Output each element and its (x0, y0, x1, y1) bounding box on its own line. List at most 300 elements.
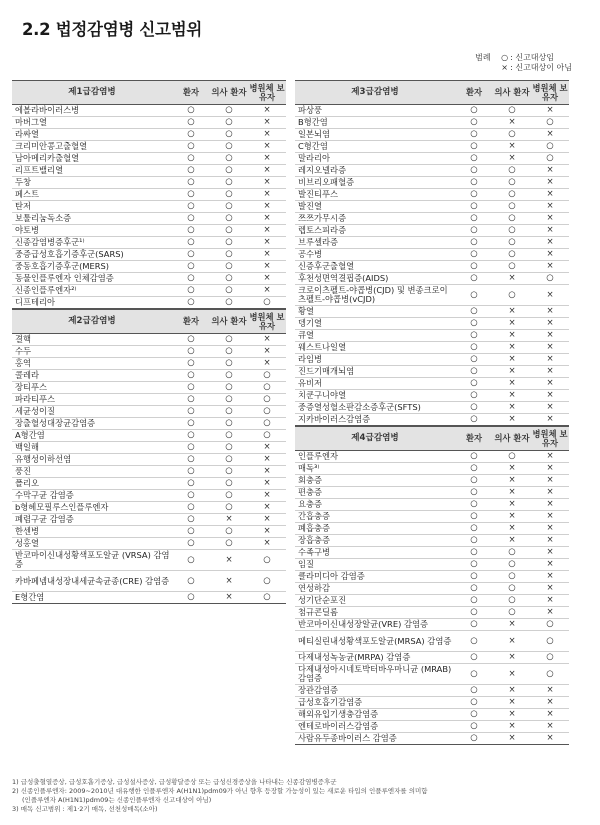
carrier-cell: × (531, 559, 569, 571)
table-row (295, 571, 569, 583)
patient-cell: ○ (172, 502, 210, 514)
disease-name: 유행성이하선염 (12, 454, 172, 466)
table-row (12, 592, 286, 604)
carrier-cell: × (531, 201, 569, 213)
carrier-cell: ○ (248, 592, 286, 604)
table-row (12, 406, 286, 418)
disease-name: 메티실린내성황색포도알균(MRSA) 감염증 (295, 631, 455, 652)
disease-name: 신증후군출혈열 (295, 261, 455, 273)
disease-name: 성기단순포진 (295, 595, 455, 607)
carrier-cell: × (531, 571, 569, 583)
disease-name: C형간염 (295, 141, 455, 153)
suspect-cell: ○ (210, 201, 248, 213)
carrier-cell: × (531, 129, 569, 141)
patient-cell: ○ (172, 430, 210, 442)
disease-name: 카바페넴내성장내세균속균종(CRE) 감염증 (12, 571, 172, 592)
table-row (295, 511, 569, 523)
patient-cell: ○ (172, 297, 210, 309)
carrier-cell: × (248, 442, 286, 454)
carrier-cell: × (248, 334, 286, 346)
table-row (295, 165, 569, 177)
disease-name: 클라미디아 감염증 (295, 571, 455, 583)
patient-cell: ○ (455, 535, 493, 547)
footnote: 3) 매독 신고범위 : 제1·2기 매독, 선천성매독(소아) (12, 805, 158, 813)
patient-cell: ○ (455, 105, 493, 117)
legend-text: : 신고대상임 (510, 53, 554, 62)
table-row (295, 330, 569, 342)
carrier-cell: × (531, 285, 569, 306)
carrier-cell: × (531, 414, 569, 426)
patient-cell: ○ (455, 153, 493, 165)
carrier-cell: ○ (248, 406, 286, 418)
patient-cell: ○ (172, 334, 210, 346)
disease-name: 폐렴구균 감염증 (12, 514, 172, 526)
table-row (295, 631, 569, 652)
table-row (295, 306, 569, 318)
carrier-cell: × (531, 685, 569, 697)
disease-name: 중증열성혈소판감소증후군(SFTS) (295, 402, 455, 414)
table-row (295, 141, 569, 153)
suspect-cell: ○ (493, 451, 531, 463)
disease-name: 세균성이질 (12, 406, 172, 418)
suspect-cell: × (493, 685, 531, 697)
table-row (12, 117, 286, 129)
suspect-cell: ○ (210, 165, 248, 177)
patient-cell: ○ (455, 330, 493, 342)
disease-name: A형간염 (12, 430, 172, 442)
carrier-cell: ○ (248, 382, 286, 394)
patient-cell: ○ (172, 454, 210, 466)
carrier-cell: ○ (531, 652, 569, 664)
patient-cell: ○ (455, 285, 493, 306)
suspect-cell: ○ (210, 141, 248, 153)
suspect-cell: × (493, 631, 531, 652)
patient-cell: ○ (455, 475, 493, 487)
carrier-cell: ○ (531, 664, 569, 685)
patient-cell: ○ (455, 378, 493, 390)
suspect-cell: ○ (210, 225, 248, 237)
right-column (295, 80, 569, 745)
patient-cell: ○ (172, 571, 210, 592)
patient-cell: ○ (172, 105, 210, 117)
suspect-cell: × (493, 366, 531, 378)
suspect-cell: ○ (210, 273, 248, 285)
suspect-cell: ○ (493, 189, 531, 201)
table-row (295, 414, 569, 426)
carrier-cell: × (248, 141, 286, 153)
suspect-cell: × (210, 514, 248, 526)
disease-name: 장흡충증 (295, 535, 455, 547)
disease-name: 장관감염증 (295, 685, 455, 697)
patient-cell: ○ (172, 418, 210, 430)
suspect-cell: ○ (210, 538, 248, 550)
carrier-cell: × (248, 502, 286, 514)
header-suspect: 의사 환자 (493, 81, 531, 105)
table-row (12, 394, 286, 406)
suspect-cell: ○ (493, 237, 531, 249)
patient-cell: ○ (172, 153, 210, 165)
table-row (12, 382, 286, 394)
carrier-cell: ○ (531, 619, 569, 631)
disease-name: 웨스트나일열 (295, 342, 455, 354)
disease-name: 수두 (12, 346, 172, 358)
table-row (12, 213, 286, 225)
carrier-cell: × (248, 189, 286, 201)
table-row (295, 390, 569, 402)
carrier-cell: × (531, 177, 569, 189)
patient-cell: ○ (172, 346, 210, 358)
disease-name: 홍역 (12, 358, 172, 370)
patient-cell: ○ (455, 177, 493, 189)
disease-name: 일본뇌염 (295, 129, 455, 141)
table-row (12, 153, 286, 165)
table-row (12, 538, 286, 550)
disease-name: E형간염 (12, 592, 172, 604)
patient-cell: ○ (172, 261, 210, 273)
group-title: 제1급감염병 (12, 81, 172, 105)
disease-name: 편충증 (295, 487, 455, 499)
table-row (295, 261, 569, 273)
suspect-cell: ○ (210, 430, 248, 442)
table-row (295, 451, 569, 463)
disease-name: 남아메리카출혈열 (12, 153, 172, 165)
carrier-cell: × (531, 709, 569, 721)
disease-name: 동물인플루엔자 인체감염증 (12, 273, 172, 285)
header-suspect: 의사 환자 (493, 427, 531, 451)
carrier-cell: × (531, 487, 569, 499)
carrier-cell: × (531, 189, 569, 201)
carrier-cell: × (531, 318, 569, 330)
disease-name: 엔테로바이러스감염증 (295, 721, 455, 733)
carrier-cell: × (531, 366, 569, 378)
table-row (12, 105, 286, 117)
carrier-cell: × (531, 402, 569, 414)
table-group-1 (12, 80, 286, 309)
suspect-cell: × (493, 511, 531, 523)
carrier-cell: × (248, 225, 286, 237)
carrier-cell: × (531, 165, 569, 177)
disease-name: 치쿤구니야열 (295, 390, 455, 402)
patient-cell: ○ (455, 261, 493, 273)
patient-cell: ○ (455, 117, 493, 129)
footnote: 1) 급성출혈열증상, 급성호흡기증상, 급성설사증상, 급성황달증상 또는 급성신경증상을 나타내는 신종감염병증후군 (12, 778, 337, 786)
suspect-cell: × (493, 390, 531, 402)
patient-cell: ○ (455, 595, 493, 607)
suspect-cell: ○ (493, 607, 531, 619)
carrier-cell: × (248, 538, 286, 550)
header-carrier: 병원체 보유자 (248, 310, 286, 334)
table-row (295, 664, 569, 685)
patient-cell: ○ (172, 550, 210, 571)
carrier-cell: × (248, 454, 286, 466)
header-patient: 환자 (455, 427, 493, 451)
suspect-cell: ○ (210, 418, 248, 430)
suspect-cell: ○ (493, 105, 531, 117)
table-row (295, 721, 569, 733)
table-row (295, 129, 569, 141)
table-row (295, 189, 569, 201)
patient-cell: ○ (455, 306, 493, 318)
suspect-cell: ○ (210, 358, 248, 370)
patient-cell: ○ (455, 141, 493, 153)
patient-cell: ○ (455, 607, 493, 619)
table-row (295, 177, 569, 189)
suspect-cell: × (493, 535, 531, 547)
patient-cell: ○ (172, 442, 210, 454)
carrier-cell: × (248, 261, 286, 273)
table-row (295, 342, 569, 354)
suspect-cell: ○ (493, 261, 531, 273)
disease-name: 매독³⁾ (295, 463, 455, 475)
table-row (295, 105, 569, 117)
carrier-cell: ○ (248, 430, 286, 442)
disease-name: 크리미안콩고출혈열 (12, 141, 172, 153)
disease-name: 신종감염병증후군¹⁾ (12, 237, 172, 249)
table-row (12, 514, 286, 526)
suspect-cell: ○ (210, 466, 248, 478)
table-row (12, 334, 286, 346)
suspect-cell: × (493, 273, 531, 285)
patient-cell: ○ (455, 685, 493, 697)
suspect-cell: × (493, 487, 531, 499)
disease-name: 뎅기열 (295, 318, 455, 330)
table-row (12, 571, 286, 592)
patient-cell: ○ (455, 165, 493, 177)
disease-name: 장출혈성대장균감염증 (12, 418, 172, 430)
patient-cell: ○ (455, 463, 493, 475)
disease-name: 급성호흡기감염증 (295, 697, 455, 709)
cross-icon: × (501, 63, 508, 72)
table-row (12, 249, 286, 261)
suspect-cell: ○ (210, 189, 248, 201)
suspect-cell: ○ (493, 595, 531, 607)
carrier-cell: ○ (248, 297, 286, 309)
carrier-cell: × (531, 595, 569, 607)
disease-name: 첨규콘딜롬 (295, 607, 455, 619)
disease-name: 해외유입기생충감염증 (295, 709, 455, 721)
table-row (12, 177, 286, 189)
suspect-cell: × (493, 652, 531, 664)
table-row (295, 475, 569, 487)
table-row (295, 153, 569, 165)
suspect-cell: ○ (210, 526, 248, 538)
suspect-cell: ○ (210, 406, 248, 418)
carrier-cell: × (248, 177, 286, 189)
table-row (12, 201, 286, 213)
table-row (295, 273, 569, 285)
disease-name: 라싸열 (12, 129, 172, 141)
suspect-cell: ○ (493, 285, 531, 306)
table-group-2 (12, 309, 286, 604)
header-carrier: 병원체 보유자 (248, 81, 286, 105)
disease-name: 다제내성아시네토박터바우마니균 (MRAB) 감염증 (295, 664, 455, 685)
disease-name: 인플루엔자 (295, 451, 455, 463)
carrier-cell: × (531, 390, 569, 402)
suspect-cell: ○ (210, 370, 248, 382)
disease-name: 레지오넬라증 (295, 165, 455, 177)
disease-name: 성홍열 (12, 538, 172, 550)
patient-cell: ○ (455, 709, 493, 721)
table-row (295, 249, 569, 261)
disease-name: 말라리아 (295, 153, 455, 165)
table-row (295, 201, 569, 213)
suspect-cell: × (493, 664, 531, 685)
patient-cell: ○ (455, 652, 493, 664)
suspect-cell: ○ (210, 249, 248, 261)
carrier-cell: × (248, 526, 286, 538)
suspect-cell: ○ (210, 177, 248, 189)
table-row (295, 595, 569, 607)
disease-name: 쯔쯔가무시증 (295, 213, 455, 225)
suspect-cell: ○ (210, 105, 248, 117)
disease-name: 브루셀라증 (295, 237, 455, 249)
table-row (12, 285, 286, 297)
suspect-cell: ○ (210, 454, 248, 466)
disease-name: 중증급성호흡기증후군(SARS) (12, 249, 172, 261)
table-header-row (12, 310, 286, 334)
disease-name: 반코마이신내성황색포도알균 (VRSA) 감염증 (12, 550, 172, 571)
disease-name: 수족구병 (295, 547, 455, 559)
carrier-cell: ○ (248, 370, 286, 382)
table-row (295, 709, 569, 721)
patient-cell: ○ (455, 213, 493, 225)
carrier-cell: × (531, 463, 569, 475)
patient-cell: ○ (455, 225, 493, 237)
carrier-cell: ○ (531, 153, 569, 165)
suspect-cell: × (493, 733, 531, 745)
disease-name: 지카바이러스감염증 (295, 414, 455, 426)
suspect-cell: × (493, 141, 531, 153)
patient-cell: ○ (455, 237, 493, 249)
suspect-cell: × (493, 523, 531, 535)
suspect-cell: × (493, 330, 531, 342)
disease-name: 크로이츠펠트-야콥병(CJD) 및 변종크로이츠펠트-야콥병(vCJD) (295, 285, 455, 306)
patient-cell: ○ (455, 366, 493, 378)
disease-name: 연성하감 (295, 583, 455, 595)
carrier-cell: × (531, 733, 569, 745)
carrier-cell: ○ (248, 571, 286, 592)
patient-cell: ○ (172, 237, 210, 249)
carrier-cell: × (531, 697, 569, 709)
table-row (295, 697, 569, 709)
carrier-cell: × (248, 105, 286, 117)
carrier-cell: × (248, 165, 286, 177)
carrier-cell: × (248, 237, 286, 249)
carrier-cell: × (248, 153, 286, 165)
suspect-cell: × (493, 697, 531, 709)
table-row (12, 418, 286, 430)
table-row (295, 499, 569, 511)
header-suspect: 의사 환자 (210, 81, 248, 105)
header-patient: 환자 (172, 310, 210, 334)
disease-name: 큐열 (295, 330, 455, 342)
patient-cell: ○ (455, 697, 493, 709)
table-group-4 (295, 426, 569, 745)
table-row (12, 526, 286, 538)
patient-cell: ○ (172, 249, 210, 261)
table-row (295, 487, 569, 499)
carrier-cell: ○ (531, 117, 569, 129)
disease-name: 유비저 (295, 378, 455, 390)
suspect-cell: × (493, 153, 531, 165)
suspect-cell: × (210, 571, 248, 592)
patient-cell: ○ (172, 490, 210, 502)
disease-name: 회충증 (295, 475, 455, 487)
suspect-cell: × (493, 354, 531, 366)
patient-cell: ○ (172, 117, 210, 129)
patient-cell: ○ (455, 249, 493, 261)
suspect-cell: ○ (210, 153, 248, 165)
table-row (295, 685, 569, 697)
suspect-cell: × (493, 499, 531, 511)
patient-cell: ○ (455, 583, 493, 595)
legend-text: : 신고대상이 아님 (510, 63, 572, 72)
carrier-cell: × (248, 466, 286, 478)
table-row (295, 733, 569, 745)
carrier-cell: × (531, 225, 569, 237)
disease-name: 공수병 (295, 249, 455, 261)
patient-cell: ○ (455, 511, 493, 523)
patient-cell: ○ (455, 664, 493, 685)
disease-name: 진드기매개뇌염 (295, 366, 455, 378)
patient-cell: ○ (455, 318, 493, 330)
table-group-3 (295, 80, 569, 426)
patient-cell: ○ (172, 406, 210, 418)
table-row (295, 354, 569, 366)
patient-cell: ○ (172, 213, 210, 225)
group-title: 제2급감염병 (12, 310, 172, 334)
disease-name: 결핵 (12, 334, 172, 346)
table-row (295, 117, 569, 129)
carrier-cell: × (531, 354, 569, 366)
carrier-cell: × (248, 273, 286, 285)
disease-name: 콜레라 (12, 370, 172, 382)
suspect-cell: ○ (210, 346, 248, 358)
carrier-cell: × (531, 330, 569, 342)
suspect-cell: ○ (493, 201, 531, 213)
patient-cell: ○ (455, 523, 493, 535)
patient-cell: ○ (172, 592, 210, 604)
group-title: 제4급감염병 (295, 427, 455, 451)
patient-cell: ○ (455, 619, 493, 631)
carrier-cell: × (531, 261, 569, 273)
suspect-cell: ○ (210, 478, 248, 490)
carrier-cell: × (531, 583, 569, 595)
disease-name: 에볼라바이러스병 (12, 105, 172, 117)
patient-cell: ○ (455, 201, 493, 213)
suspect-cell: ○ (210, 334, 248, 346)
patient-cell: ○ (172, 370, 210, 382)
carrier-cell: × (531, 213, 569, 225)
patient-cell: ○ (172, 526, 210, 538)
disease-name: 황열 (295, 306, 455, 318)
disease-name: 페스트 (12, 189, 172, 201)
disease-name: 발진티푸스 (295, 189, 455, 201)
patient-cell: ○ (455, 273, 493, 285)
patient-cell: ○ (172, 177, 210, 189)
disease-name: 디프테리아 (12, 297, 172, 309)
table-row (295, 285, 569, 306)
carrier-cell: × (248, 514, 286, 526)
table-row (12, 502, 286, 514)
carrier-cell: × (531, 499, 569, 511)
patient-cell: ○ (455, 354, 493, 366)
suspect-cell: ○ (210, 297, 248, 309)
disease-name: 렙토스피라증 (295, 225, 455, 237)
suspect-cell: ○ (493, 559, 531, 571)
carrier-cell: × (248, 285, 286, 297)
suspect-cell: × (493, 475, 531, 487)
